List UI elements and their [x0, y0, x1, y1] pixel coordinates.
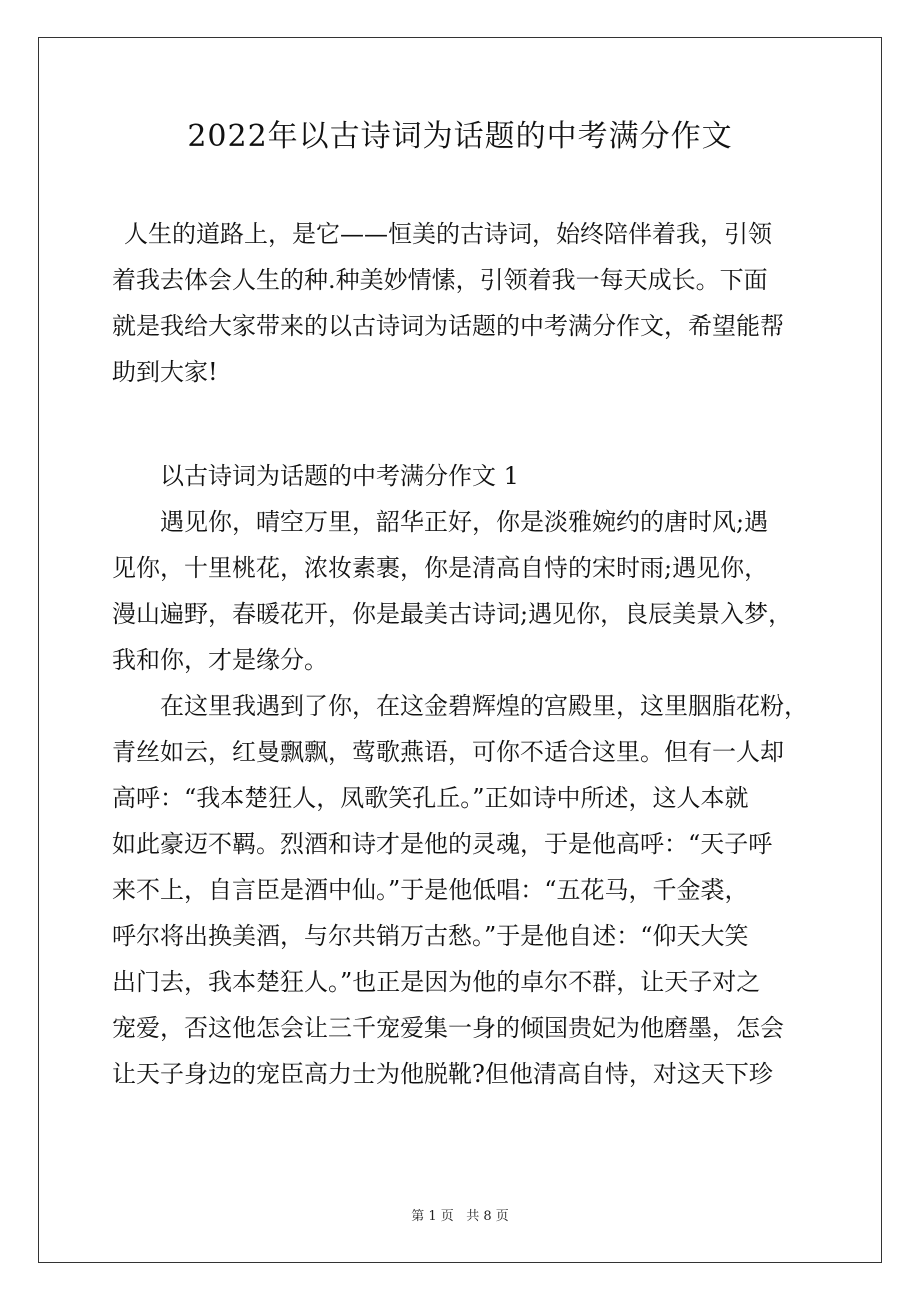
intro-line: 就是我给大家带来的以古诗词为话题的中考满分作文，希望能帮 — [112, 312, 784, 340]
intro-line: 助到大家! — [112, 358, 218, 386]
document-title: 2022年以古诗词为话题的中考满分作文 — [187, 119, 733, 154]
paragraph-line: 漫山遍野，春暖花开，你是最美古诗词;遇见你，良辰美景入梦， — [112, 600, 793, 628]
paragraph-line: 如此豪迈不羁。烈酒和诗才是他的灵魂，于是他高呼：“天子呼 — [112, 830, 773, 858]
paragraph-line: 宠爱，否这他怎会让三千宠爱集一身的倾国贵妃为他磨墨，怎会 — [112, 1014, 784, 1042]
paragraph-line: 我和你，才是缘分。 — [112, 646, 328, 674]
page-number: 第 1 页 — [411, 1209, 454, 1224]
paragraph-line: 在这里我遇到了你，在这金碧辉煌的宫殿里，这里胭脂花粉， — [160, 692, 808, 720]
paragraph-line: 来不上，自言臣是酒中仙。”于是他低唱：“五花马，千金裘， — [112, 876, 749, 904]
paragraph-line: 高呼：“我本楚狂人，凤歌笑孔丘。”正如诗中所述，这人本就 — [112, 784, 749, 812]
paragraph-line: 出门去，我本楚狂人。”也正是因为他的卓尔不群，让天子对之 — [112, 968, 761, 996]
page-total: 共 8 页 — [466, 1209, 509, 1224]
intro-paragraph — [112, 211, 812, 395]
page-footer — [0, 1207, 920, 1227]
essay-body — [112, 499, 812, 1097]
paragraph-line: 让天子身边的宠臣高力士为他脱靴?但他清高自恃，对这天下珍 — [112, 1060, 773, 1088]
paragraph-line: 呼尔将出换美酒，与尔共销万古愁。”于是他自述：“仰天大笑 — [112, 922, 749, 950]
intro-line: 着我去体会人生的种.种美妙情愫，引领着我一每天成长。下面 — [112, 266, 768, 294]
section-heading: 以古诗词为话题的中考满分作文 1 — [160, 462, 519, 490]
paragraph-line: 遇见你，晴空万里，韶华正好，你是淡雅婉约的唐时风;遇 — [160, 508, 769, 536]
paragraph-2 — [112, 683, 812, 1097]
paragraph-line: 见你，十里桃花，浓妆素裹，你是清高自恃的宋时雨;遇见你， — [112, 554, 769, 582]
paragraph-1 — [112, 499, 812, 683]
paragraph-line: 青丝如云，红曼飘飘，莺歌燕语，可你不适合这里。但有一人却 — [112, 738, 784, 766]
intro-line: 人生的道路上，是它——恒美的古诗词，始终陪伴着我，引领 — [124, 220, 772, 248]
